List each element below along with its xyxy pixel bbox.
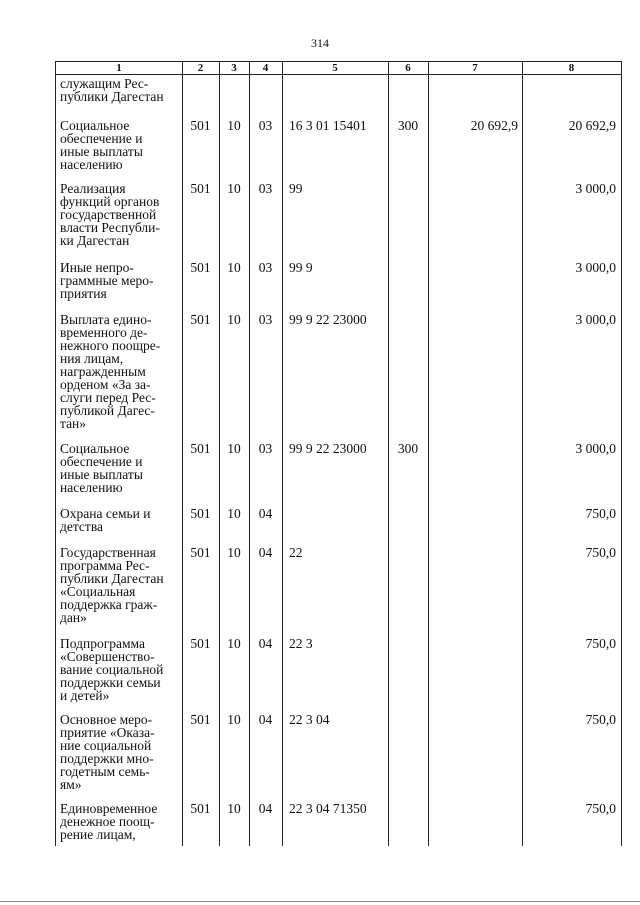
cell-target: 99 9 22 23000 — [289, 312, 367, 327]
cell-ministry: 501 — [190, 312, 211, 327]
cell-section: 10 — [227, 260, 241, 275]
header-col-2: 2 — [197, 62, 204, 74]
cell-amount-8: 750,0 — [585, 712, 616, 727]
cell-ministry: 501 — [190, 260, 211, 275]
cell-ministry: 501 — [190, 181, 211, 196]
cell-amount-8: 20 692,9 — [568, 118, 616, 133]
cell-amount-8: 3 000,0 — [575, 441, 616, 456]
cell-section: 10 — [227, 636, 241, 651]
header-col-1: 1 — [116, 62, 122, 74]
cell-amount-8: 750,0 — [585, 801, 616, 816]
row-name: Подпрограмма «Совершенство- вание социальной поддержки семьи и детей» — [60, 636, 164, 703]
budget-table — [55, 61, 622, 846]
cell-amount-8: 750,0 — [585, 636, 616, 651]
row-name: Единовременное денежное поощ- рение лицам, — [60, 801, 158, 842]
cell-section: 10 — [227, 181, 241, 196]
header-col-3: 3 — [231, 62, 237, 74]
cell-target: 22 3 04 71350 — [289, 801, 367, 816]
cell-amount-8: 3 000,0 — [575, 260, 616, 275]
cell-section: 10 — [227, 441, 241, 456]
cell-target: 22 3 04 — [289, 712, 330, 727]
row-name: Основное меро- приятие «Оказа- ние социальной поддержки мно- годетным семь- ям» — [60, 712, 155, 792]
column-divider — [282, 62, 283, 846]
cell-subsection: 03 — [258, 260, 273, 275]
cell-section: 10 — [227, 801, 241, 816]
header-col-7: 7 — [472, 62, 478, 74]
table-header — [56, 62, 622, 75]
cell-ministry: 501 — [190, 118, 211, 133]
cell-section: 10 — [227, 506, 241, 521]
row-name: Иные непро- граммные меро- приятия — [60, 260, 154, 301]
cell-subsection: 04 — [258, 545, 273, 560]
cell-amount-7: 20 692,9 — [470, 118, 518, 133]
cell-subsection: 04 — [258, 636, 273, 651]
row-name: Социальное обеспечение и иные выплаты населению — [60, 441, 143, 495]
cell-subsection: 03 — [258, 441, 273, 456]
row-name: Охрана семьи и детства — [60, 506, 151, 534]
cell-expense-type: 300 — [397, 441, 419, 456]
row-name: Реализация функций органов государственной власти Республи- ки Дагестан — [60, 181, 160, 248]
cell-ministry: 501 — [190, 441, 211, 456]
cell-amount-8: 750,0 — [585, 506, 616, 521]
cell-ministry: 501 — [190, 712, 211, 727]
header-col-6: 6 — [405, 62, 411, 74]
cell-target: 99 — [289, 181, 303, 196]
cell-amount-8: 3 000,0 — [575, 181, 616, 196]
cell-section: 10 — [227, 712, 241, 727]
row-name: Выплата едино- временного де- нежного поощре- ния лицам, награжденным орденом «За за- слуги перед Рес- публикой Дагес- тан» — [60, 312, 161, 431]
cell-subsection: 03 — [258, 312, 273, 327]
cell-amount-8: 750,0 — [585, 545, 616, 560]
column-divider — [428, 62, 429, 846]
cell-subsection: 03 — [258, 118, 273, 133]
cell-target: 22 3 — [289, 636, 313, 651]
page-bottom-rule — [0, 901, 640, 902]
cell-target: 16 3 01 15401 — [289, 118, 367, 133]
page-number: 314 — [311, 36, 329, 50]
cell-amount-8: 3 000,0 — [575, 312, 616, 327]
cell-subsection: 04 — [258, 506, 273, 521]
row-name: Социальное обеспечение и иные выплаты населению — [60, 118, 143, 172]
cell-section: 10 — [227, 312, 241, 327]
column-divider — [621, 62, 622, 846]
cell-ministry: 501 — [190, 636, 211, 651]
cell-section: 10 — [227, 118, 241, 133]
cell-target: 22 — [289, 545, 303, 560]
header-col-4: 4 — [262, 62, 269, 74]
cell-target: 99 9 22 23000 — [289, 441, 367, 456]
cell-subsection: 04 — [258, 801, 273, 816]
cell-ministry: 501 — [190, 545, 211, 560]
cell-ministry: 501 — [190, 801, 211, 816]
row-name: Государственная программа Рес- публики Дагестан «Социальная поддержка граж- дан» — [60, 545, 164, 625]
cell-target: 99 9 — [289, 260, 313, 275]
cell-subsection: 04 — [258, 712, 273, 727]
cell-expense-type: 300 — [397, 118, 419, 133]
header-col-5: 5 — [332, 62, 338, 74]
row-name: служащим Рес- публики Дагестан — [60, 76, 164, 104]
cell-section: 10 — [227, 545, 241, 560]
cell-subsection: 03 — [258, 181, 273, 196]
header-col-8: 8 — [568, 62, 575, 74]
cell-ministry: 501 — [190, 506, 211, 521]
